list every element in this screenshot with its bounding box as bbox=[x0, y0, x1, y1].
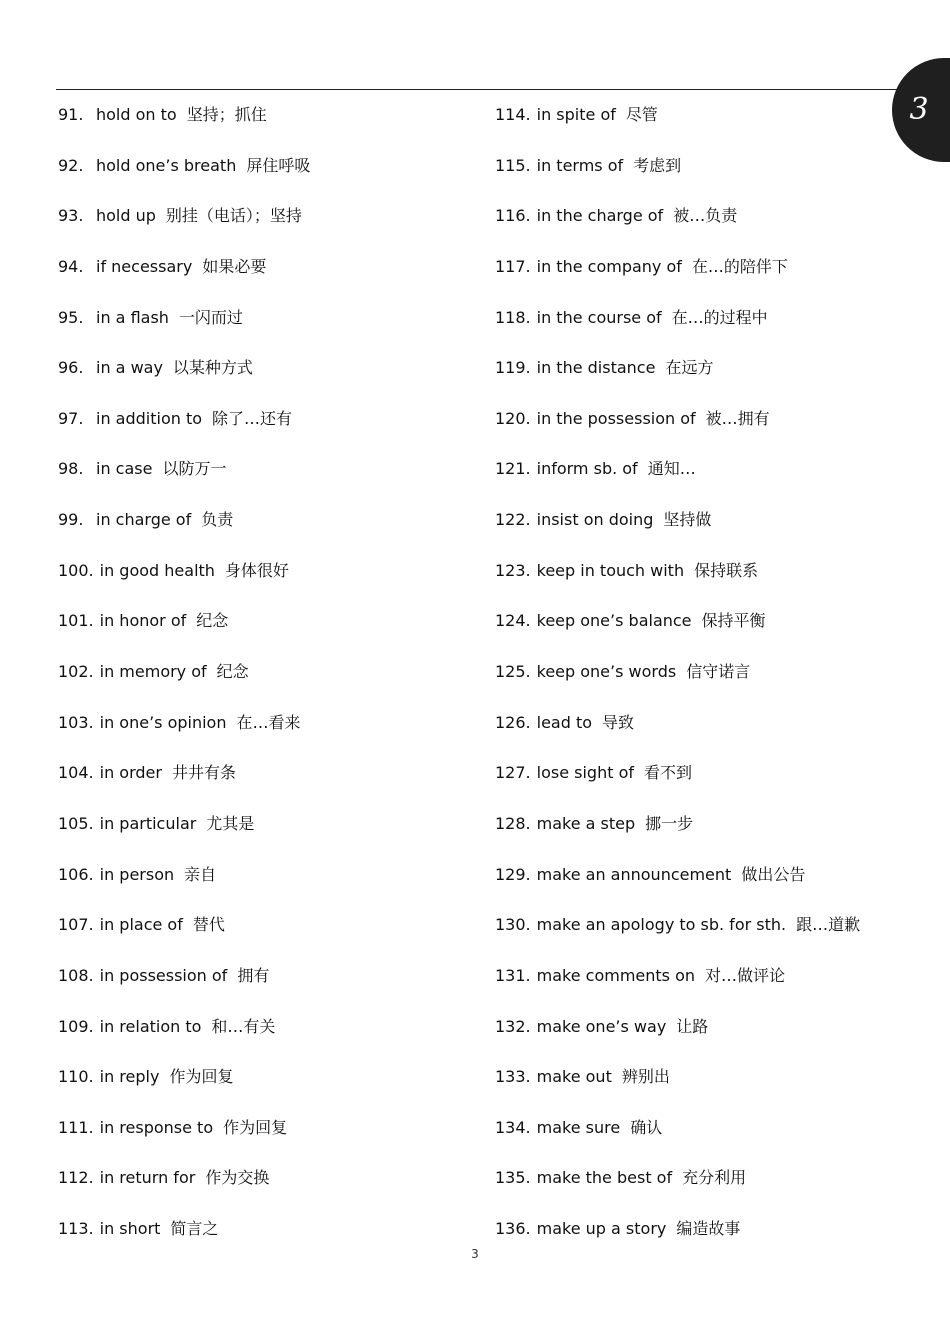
entry-phrase: keep one’s balance bbox=[536, 611, 692, 631]
entry-number: 135. bbox=[495, 1168, 531, 1188]
entry-phrase: keep in touch with bbox=[536, 560, 685, 580]
entry-number: 103. bbox=[58, 712, 94, 732]
entry-phrase: in case bbox=[96, 459, 153, 479]
entry-phrase: in return for bbox=[99, 1168, 196, 1188]
entry-number: 91. bbox=[58, 105, 84, 124]
entry-phrase: in the company of bbox=[536, 256, 682, 276]
entry-phrase: in one’s opinion bbox=[99, 712, 227, 732]
entry-number: 134. bbox=[495, 1117, 531, 1137]
entry-meaning: 以防万一 bbox=[162, 459, 227, 479]
entry-phrase: insist on doing bbox=[536, 510, 654, 530]
left-phrase-list bbox=[58, 99, 478, 1264]
entry-phrase: in the course of bbox=[536, 307, 662, 327]
phrase-entry bbox=[495, 808, 895, 859]
entry-number: 120. bbox=[495, 408, 531, 428]
entry-number: 114. bbox=[495, 105, 531, 124]
entry-number: 110. bbox=[58, 1067, 94, 1087]
phrase-entry bbox=[58, 251, 478, 302]
entry-meaning: 作为回复 bbox=[223, 1117, 288, 1137]
phrase-entry bbox=[495, 605, 895, 656]
entry-meaning: 替代 bbox=[192, 915, 225, 935]
entry-phrase: make one’s way bbox=[536, 1016, 667, 1036]
entry-meaning: 身体很好 bbox=[224, 560, 289, 580]
entry-meaning: 拥有 bbox=[237, 965, 270, 985]
entry-meaning: 和…有关 bbox=[211, 1016, 276, 1036]
entry-phrase: in person bbox=[99, 864, 175, 884]
phrase-entry bbox=[58, 1061, 478, 1112]
entry-phrase: in addition to bbox=[96, 408, 203, 428]
entry-number: 109. bbox=[58, 1016, 94, 1036]
entry-phrase: in short bbox=[99, 1219, 161, 1239]
phrase-entry bbox=[495, 1061, 895, 1112]
entry-number: 106. bbox=[58, 864, 94, 884]
phrase-entry bbox=[58, 150, 478, 201]
phrase-entry bbox=[58, 403, 478, 454]
entry-meaning: 井井有条 bbox=[171, 763, 236, 783]
entry-meaning: 被…负责 bbox=[673, 206, 738, 226]
entry-number: 97. bbox=[58, 408, 84, 428]
entry-phrase: in order bbox=[99, 763, 162, 783]
entry-phrase: in relation to bbox=[99, 1016, 202, 1036]
phrase-entry bbox=[495, 707, 895, 758]
entry-number: 92. bbox=[58, 155, 84, 175]
phrase-entry bbox=[495, 99, 895, 150]
entry-number: 96. bbox=[58, 358, 84, 378]
phrase-entry bbox=[495, 251, 895, 302]
entry-phrase: in the distance bbox=[536, 358, 656, 378]
entry-number: 98. bbox=[58, 459, 84, 479]
entry-phrase: make an apology to sb. for sth. bbox=[536, 915, 787, 935]
phrase-entry bbox=[58, 859, 478, 910]
entry-phrase: make comments on bbox=[536, 965, 696, 985]
entry-phrase: make the best of bbox=[536, 1168, 673, 1188]
entry-meaning: 作为交换 bbox=[205, 1168, 270, 1188]
entry-number: 133. bbox=[495, 1067, 531, 1087]
entry-phrase: hold up bbox=[96, 206, 156, 226]
entry-number: 123. bbox=[495, 560, 531, 580]
entry-meaning: 在…看来 bbox=[236, 712, 301, 732]
entry-number: 116. bbox=[495, 206, 531, 226]
entry-phrase: make an announcement bbox=[536, 864, 732, 884]
entry-number: 136. bbox=[495, 1219, 531, 1239]
entry-meaning: 做出公告 bbox=[741, 864, 806, 884]
entry-phrase: make up a story bbox=[536, 1219, 667, 1239]
entry-number: 131. bbox=[495, 965, 531, 985]
phrase-entry bbox=[495, 1112, 895, 1163]
phrase-entry bbox=[58, 1112, 478, 1163]
page-number: 3 bbox=[471, 1247, 479, 1261]
entry-number: 119. bbox=[495, 358, 531, 378]
phrase-entry bbox=[58, 960, 478, 1011]
chapter-tab bbox=[892, 58, 950, 162]
entry-phrase: in charge of bbox=[96, 510, 192, 530]
entry-meaning: 看不到 bbox=[643, 763, 692, 783]
entry-number: 126. bbox=[495, 712, 531, 732]
entry-number: 125. bbox=[495, 662, 531, 682]
entry-number: 104. bbox=[58, 763, 94, 783]
entry-phrase: hold on to bbox=[96, 105, 177, 124]
entry-number: 93. bbox=[58, 206, 84, 226]
entry-meaning: 考虑到 bbox=[633, 155, 682, 175]
entry-meaning: 尽管 bbox=[625, 105, 658, 124]
entry-phrase: in terms of bbox=[536, 155, 624, 175]
entry-number: 108. bbox=[58, 965, 94, 985]
entry-phrase: in place of bbox=[99, 915, 183, 935]
entry-number: 127. bbox=[495, 763, 531, 783]
phrase-entry bbox=[495, 1011, 895, 1062]
entry-number: 121. bbox=[495, 459, 531, 479]
phrase-entry bbox=[58, 757, 478, 808]
entry-phrase: make sure bbox=[536, 1117, 621, 1137]
phrase-entry bbox=[495, 656, 895, 707]
entry-phrase: in memory of bbox=[99, 662, 207, 682]
phrase-entry bbox=[58, 352, 478, 403]
entry-number: 128. bbox=[495, 813, 531, 833]
entry-phrase: inform sb. of bbox=[536, 459, 638, 479]
phrase-entry bbox=[495, 555, 895, 606]
phrase-entry bbox=[58, 605, 478, 656]
entry-phrase: in reply bbox=[99, 1067, 160, 1087]
phrase-entry bbox=[495, 909, 895, 960]
entry-meaning: 确认 bbox=[630, 1117, 663, 1137]
phrase-entry bbox=[495, 150, 895, 201]
phrase-entry bbox=[58, 555, 478, 606]
entry-meaning: 辨别出 bbox=[621, 1067, 670, 1087]
phrase-entry bbox=[58, 200, 478, 251]
entry-number: 100. bbox=[58, 560, 94, 580]
entry-number: 117. bbox=[495, 256, 531, 276]
entry-meaning: 编造故事 bbox=[676, 1219, 741, 1239]
phrase-entry bbox=[58, 656, 478, 707]
entry-phrase: in response to bbox=[99, 1117, 214, 1137]
phrase-entry bbox=[495, 200, 895, 251]
entry-number: 115. bbox=[495, 155, 531, 175]
entry-number: 122. bbox=[495, 510, 531, 530]
entry-number: 118. bbox=[495, 307, 531, 327]
entry-number: 107. bbox=[58, 915, 94, 935]
phrase-entry bbox=[495, 1162, 895, 1213]
entry-meaning: 亲自 bbox=[184, 864, 217, 884]
entry-meaning: 导致 bbox=[602, 712, 635, 732]
entry-meaning: 简言之 bbox=[170, 1219, 219, 1239]
entry-number: 101. bbox=[58, 611, 94, 631]
entry-meaning: 坚持做 bbox=[663, 510, 712, 530]
entry-phrase: in a way bbox=[96, 358, 163, 378]
entry-meaning: 除了…还有 bbox=[212, 408, 293, 428]
header-rule bbox=[56, 89, 906, 90]
entry-phrase: lead to bbox=[536, 712, 593, 732]
phrase-entry bbox=[495, 960, 895, 1011]
entry-meaning: 屏住呼吸 bbox=[246, 155, 311, 175]
entry-phrase: in particular bbox=[99, 813, 197, 833]
entry-meaning: 保持联系 bbox=[694, 560, 759, 580]
entry-meaning: 作为回复 bbox=[169, 1067, 234, 1087]
phrase-entry bbox=[58, 504, 478, 555]
entry-meaning: 一闪而过 bbox=[178, 307, 243, 327]
chapter-tab-number: 3 bbox=[909, 92, 929, 127]
entry-meaning: 如果必要 bbox=[202, 256, 267, 276]
entry-meaning: 让路 bbox=[676, 1016, 709, 1036]
phrase-entry bbox=[58, 453, 478, 504]
entry-number: 99. bbox=[58, 510, 84, 530]
phrase-entry bbox=[495, 453, 895, 504]
phrase-entry bbox=[495, 403, 895, 454]
phrase-entry bbox=[58, 1011, 478, 1062]
entry-phrase: in the charge of bbox=[536, 206, 664, 226]
entry-number: 111. bbox=[58, 1117, 94, 1137]
phrase-entry bbox=[495, 504, 895, 555]
entry-number: 105. bbox=[58, 813, 94, 833]
entry-meaning: 在远方 bbox=[665, 358, 714, 378]
entry-meaning: 负责 bbox=[201, 510, 234, 530]
entry-number: 132. bbox=[495, 1016, 531, 1036]
entry-phrase: in good health bbox=[99, 560, 215, 580]
entry-meaning: 以某种方式 bbox=[172, 358, 253, 378]
entry-meaning: 坚持；抓住 bbox=[186, 105, 267, 124]
entry-phrase: keep one’s words bbox=[536, 662, 677, 682]
entry-phrase: in possession of bbox=[99, 965, 228, 985]
phrase-entry bbox=[495, 757, 895, 808]
entry-number: 113. bbox=[58, 1219, 94, 1239]
entry-meaning: 尤其是 bbox=[206, 813, 255, 833]
phrase-entry bbox=[58, 808, 478, 859]
entry-meaning: 被…拥有 bbox=[705, 408, 770, 428]
phrase-entry bbox=[58, 909, 478, 960]
entry-phrase: hold one’s breath bbox=[96, 155, 237, 175]
entry-number: 130. bbox=[495, 915, 531, 935]
phrase-entry bbox=[58, 99, 478, 150]
phrase-entry bbox=[58, 1162, 478, 1213]
entry-number: 129. bbox=[495, 864, 531, 884]
entry-meaning: 跟…道歉 bbox=[796, 915, 861, 935]
entry-meaning: 在…的陪伴下 bbox=[691, 256, 788, 276]
entry-number: 112. bbox=[58, 1168, 94, 1188]
entry-number: 94. bbox=[58, 256, 84, 276]
phrase-entry bbox=[495, 302, 895, 353]
entry-phrase: make a step bbox=[536, 813, 636, 833]
entry-meaning: 对…做评论 bbox=[705, 965, 786, 985]
entry-meaning: 信守诺言 bbox=[686, 662, 751, 682]
phrase-entry bbox=[58, 302, 478, 353]
right-phrase-list bbox=[495, 99, 895, 1264]
entry-phrase: in honor of bbox=[99, 611, 187, 631]
entry-phrase: in spite of bbox=[536, 105, 616, 124]
phrase-entry bbox=[495, 859, 895, 910]
entry-phrase: in a flash bbox=[96, 307, 169, 327]
entry-meaning: 在…的过程中 bbox=[671, 307, 768, 327]
entry-meaning: 纪念 bbox=[216, 662, 249, 682]
entry-meaning: 保持平衡 bbox=[701, 611, 766, 631]
entry-meaning: 挪一步 bbox=[645, 813, 694, 833]
entry-number: 102. bbox=[58, 662, 94, 682]
entry-meaning: 充分利用 bbox=[682, 1168, 747, 1188]
entry-meaning: 别挂（电话）；坚持 bbox=[165, 206, 302, 226]
phrase-entry bbox=[495, 352, 895, 403]
entry-meaning: 纪念 bbox=[196, 611, 229, 631]
phrase-entry bbox=[58, 707, 478, 758]
entry-phrase: in the possession of bbox=[536, 408, 696, 428]
entry-number: 95. bbox=[58, 307, 84, 327]
entry-phrase: lose sight of bbox=[536, 763, 634, 783]
entry-phrase: make out bbox=[536, 1067, 612, 1087]
entry-meaning: 通知… bbox=[647, 459, 696, 479]
entry-phrase: if necessary bbox=[96, 256, 193, 276]
entry-number: 124. bbox=[495, 611, 531, 631]
